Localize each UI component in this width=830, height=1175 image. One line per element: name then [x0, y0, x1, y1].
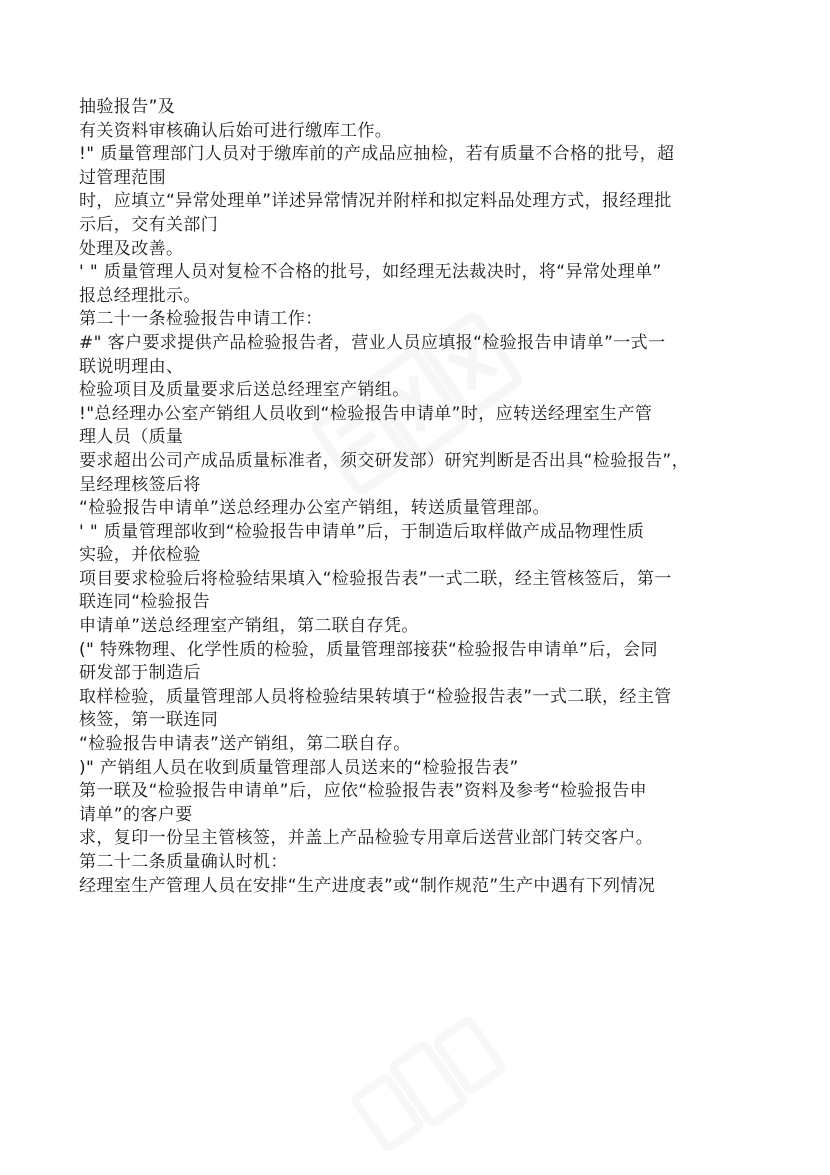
text-line: ' " 质量管理人员对复检不合格的批号，如经理无法裁决时，将“异常处理单”	[79, 262, 662, 283]
text-line: )" 产销组人员在收到质量管理部人员送来的“检验报告表”	[79, 757, 519, 778]
text-line: 时，应填立“异常处理单”详述异常情况并附样和拟定料品处理方式，报经理批	[79, 191, 672, 212]
text-line: 核签，第一联连同	[79, 710, 219, 731]
document-body	[79, 96, 769, 898]
text-line: 理人员（质量	[79, 427, 184, 448]
text-line: (" 特殊物理、化学性质的检验，质量管理部接获“检验报告申请单”后，会同	[79, 639, 658, 660]
text-line: 研发部于制造后	[79, 663, 201, 684]
watermark-logo-bottom	[330, 995, 530, 1175]
text-line: 处理及改善。	[79, 238, 184, 259]
text-line: !" 质量管理部门人员对于缴库前的产成品应抽检，若有质量不合格的批号，超	[79, 144, 675, 165]
text-line: 第一联及“检验报告申请单”后，应依“检验报告表”资料及参考“检验报告申	[79, 781, 648, 802]
section-heading: 第二十一条检验报告申请工作：	[79, 309, 323, 330]
text-line: 抽验报告”及	[79, 97, 176, 117]
text-line: 经理室生产管理人员在安排“生产进度表”或“制作规范”生产中遇有下列情况	[79, 875, 656, 896]
text-line: 求，复印一份呈主管核签，并盖上产品检验专用章后送营业部门转交客户。	[79, 828, 654, 849]
text-line: 有关资料审核确认后始可进行缴库工作。	[79, 120, 393, 141]
text-line: 要求超出公司产成品质量标准者，须交研发部）研究判断是否出具“检验报告”，	[79, 450, 690, 471]
text-line: 实验，并依检验	[79, 545, 201, 566]
text-line: 报总经理批示。	[79, 285, 201, 306]
text-line: 示后，交有关部门	[79, 214, 219, 235]
text-line: “检验报告申请单”送总经理办公室产销组，转送质量管理部。	[79, 498, 550, 519]
text-line: 项目要求检验后将检验结果填入“检验报告表”一式二联，经主管核签后，第一	[79, 568, 672, 589]
text-line: #" 客户要求提供产品检验报告者，营业人员应填报“检验报告申请单”一式一	[79, 332, 666, 353]
section-heading: 第二十二条质量确认时机：	[79, 852, 288, 872]
text-line: 检验项目及质量要求后送总经理室产销组。	[79, 380, 410, 401]
text-line: 取样检验，质量管理部人员将检验结果转填于“检验报告表”一式二联，经主管	[79, 686, 672, 707]
text-line: 请单”的客户要	[79, 804, 193, 825]
text-line: 申请单”送总经理室产销组，第二联自存凭。	[79, 616, 419, 637]
text-line: 过管理范围	[79, 167, 166, 188]
text-line: ' " 质量管理部收到“检验报告申请单”后，于制造后取样做产成品物理性质	[79, 521, 645, 542]
text-line: 联连同“检验报告	[79, 592, 211, 613]
text-line: “检验报告申请表”送产销组，第二联自存。	[79, 734, 411, 755]
text-line: !"总经理办公室产销组人员收到“检验报告申请单”时，应转送经理室生产管	[79, 403, 653, 424]
text-line: 呈经理核签后将	[79, 474, 201, 495]
text-line: 联说明理由、	[79, 356, 184, 377]
